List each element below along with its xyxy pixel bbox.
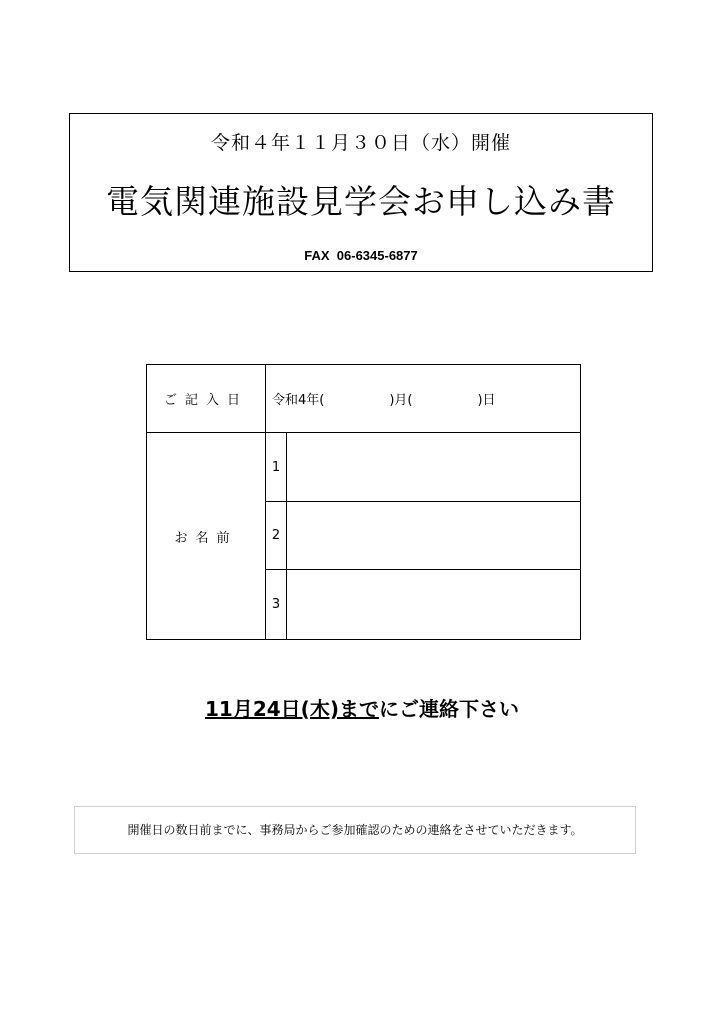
name-row-number: 2 [266,502,287,570]
application-form [146,364,581,640]
name-field-1[interactable] [287,433,581,502]
deadline-rest: にご連絡下さい [378,697,519,721]
deadline-notice [0,693,724,722]
header-box [69,113,653,272]
date-row [147,365,581,433]
name-field-3[interactable] [287,570,581,640]
date-label: ご記入日 [147,365,266,433]
name-row-number: 1 [266,433,287,502]
event-date: 令和４年１１月３０日（水）開催 [210,132,511,154]
fax-number: 06-6345-6877 [336,248,418,263]
fax-line [70,248,652,263]
name-row [147,433,581,502]
name-field-2[interactable] [287,502,581,570]
date-field[interactable]: 令和4年( )月( )日 [266,365,581,433]
note-box [74,806,636,854]
deadline-date: 11月24日(木)まで [205,697,379,721]
name-label: お名前 [147,433,266,640]
note-text: 開催日の数日前までに、事務局からご参加確認のための連絡をさせていただきます。 [127,823,583,837]
page-title: 電気関連施設見学会お申し込み書 [106,182,616,221]
fax-label: FAX [304,248,330,263]
name-row-number: 3 [266,570,287,640]
